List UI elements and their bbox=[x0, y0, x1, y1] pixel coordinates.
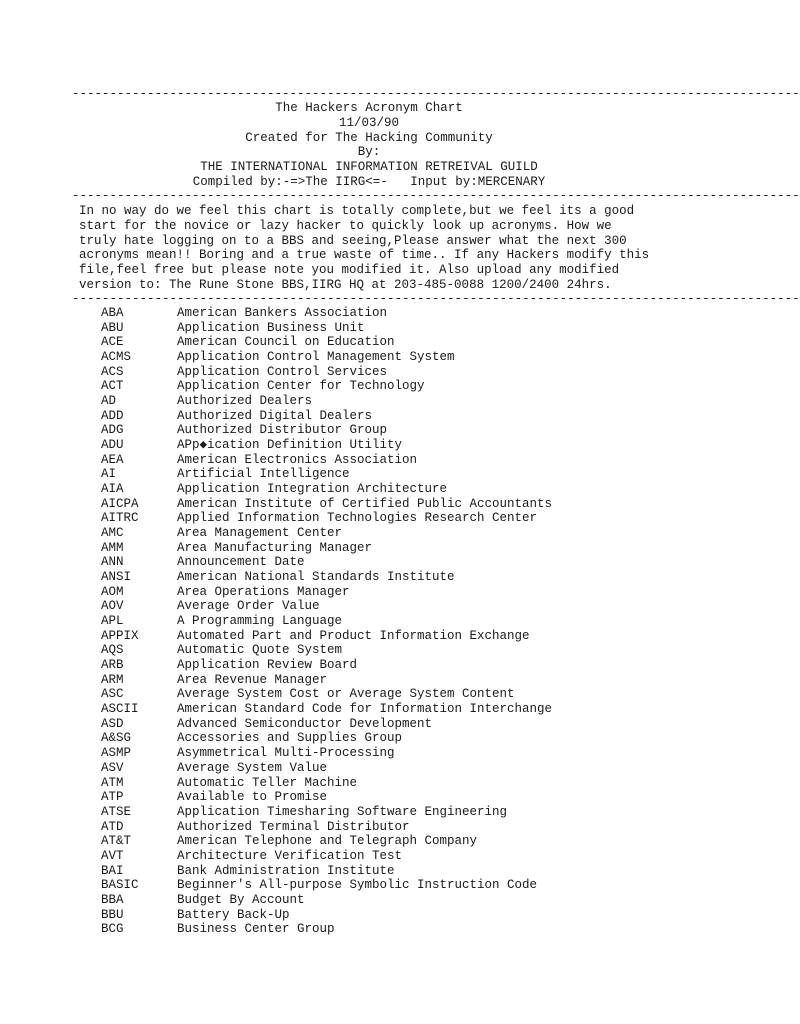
intro-paragraph bbox=[79, 204, 669, 293]
acronym-row bbox=[101, 321, 701, 336]
intro-line: truly hate logging on to a BBS and seeing,Please answer what the next 300 bbox=[79, 233, 627, 248]
acronym-row bbox=[101, 335, 701, 350]
acronym-row bbox=[101, 438, 701, 453]
acronym-definition: Asymmetrical Multi-Processing bbox=[177, 746, 395, 761]
acronym-row bbox=[101, 746, 701, 761]
acronym-abbreviation: AICPA bbox=[101, 496, 139, 511]
acronym-row bbox=[101, 776, 701, 791]
acronym-row bbox=[101, 394, 701, 409]
acronym-definition: Average System Cost or Average System Content bbox=[177, 687, 515, 702]
acronym-abbreviation: BASIC bbox=[101, 878, 139, 893]
acronym-row bbox=[101, 820, 701, 835]
acronym-row bbox=[101, 511, 701, 526]
acronym-abbreviation: AMC bbox=[101, 526, 124, 541]
acronym-abbreviation: ABU bbox=[101, 320, 124, 335]
acronym-row bbox=[101, 629, 701, 644]
acronym-definition: Area Manufacturing Manager bbox=[177, 540, 373, 555]
acronym-row bbox=[101, 409, 701, 424]
acronym-definition: Budget By Account bbox=[177, 892, 305, 907]
intro-line: file,feel free but please note you modified it. Also upload any modified bbox=[79, 263, 620, 278]
acronym-list bbox=[101, 306, 701, 937]
intro-line: version to: The Rune Stone BBS,IIRG HQ at 203-485-0088 1200/2400 24hrs. bbox=[79, 277, 612, 292]
divider-middle: ------------------------------------------------------------------------------------------------- bbox=[72, 189, 800, 203]
acronym-row bbox=[101, 585, 701, 600]
acronym-definition: A Programming Language bbox=[177, 614, 343, 629]
acronym-abbreviation: APPIX bbox=[101, 628, 139, 643]
acronym-abbreviation: AQS bbox=[101, 643, 124, 658]
acronym-abbreviation: AEA bbox=[101, 452, 124, 467]
acronym-abbreviation: AITRC bbox=[101, 511, 139, 526]
acronym-abbreviation: ADG bbox=[101, 423, 124, 438]
acronym-abbreviation: ACE bbox=[101, 335, 124, 350]
acronym-row bbox=[101, 761, 701, 776]
acronym-abbreviation: ANSI bbox=[101, 570, 132, 585]
acronym-row bbox=[101, 526, 701, 541]
intro-line: In no way do we feel this chart is totally complete,but we feel its a good bbox=[79, 204, 635, 218]
acronym-abbreviation: AOM bbox=[101, 584, 124, 599]
acronym-definition: Authorized Distributor Group bbox=[177, 423, 388, 438]
acronym-row bbox=[101, 453, 701, 468]
acronym-row bbox=[101, 687, 701, 702]
acronym-definition: Average Order Value bbox=[177, 599, 320, 614]
acronym-row bbox=[101, 790, 701, 805]
acronym-definition: Advanced Semiconductor Development bbox=[177, 716, 433, 731]
acronym-row bbox=[101, 864, 701, 879]
acronym-abbreviation: A&SG bbox=[101, 731, 132, 746]
acronym-abbreviation: ASD bbox=[101, 716, 124, 731]
acronym-definition: Architecture Verification Test bbox=[177, 848, 403, 863]
header-author: THE INTERNATIONAL INFORMATION RETREIVAL GUILD bbox=[200, 160, 538, 175]
acronym-definition: Business Center Group bbox=[177, 922, 335, 937]
acronym-abbreviation: BBA bbox=[101, 892, 124, 907]
acronym-definition: Application Review Board bbox=[177, 658, 358, 673]
acronym-definition: Average System Value bbox=[177, 760, 328, 775]
acronym-definition: Application Center for Technology bbox=[177, 379, 425, 394]
acronym-row bbox=[101, 805, 701, 820]
acronym-definition: Application Business Unit bbox=[177, 320, 365, 335]
divider-top: ------------------------------------------------------------------------------------------------- bbox=[72, 87, 800, 101]
acronym-abbreviation: ASC bbox=[101, 687, 124, 702]
acronym-row bbox=[101, 423, 701, 438]
acronym-row bbox=[101, 849, 701, 864]
acronym-abbreviation: ASCII bbox=[101, 702, 139, 717]
acronym-row bbox=[101, 497, 701, 512]
acronym-abbreviation: ACMS bbox=[101, 350, 132, 365]
acronym-row bbox=[101, 643, 701, 658]
acronym-abbreviation: ACS bbox=[101, 364, 124, 379]
acronym-abbreviation: ATD bbox=[101, 819, 124, 834]
acronym-definition: Application Integration Architecture bbox=[177, 482, 448, 497]
acronym-definition: Battery Back-Up bbox=[177, 907, 290, 922]
acronym-abbreviation: ARB bbox=[101, 658, 124, 673]
acronym-abbreviation: ABA bbox=[101, 306, 124, 320]
acronym-abbreviation: ASMP bbox=[101, 746, 132, 761]
acronym-abbreviation: ATSE bbox=[101, 804, 132, 819]
acronym-abbreviation: ATP bbox=[101, 790, 124, 805]
acronym-definition: American National Standards Institute bbox=[177, 570, 455, 585]
acronym-definition: Beginner's All-purpose Symbolic Instruction Code bbox=[177, 878, 538, 893]
acronym-definition: Available to Promise bbox=[177, 790, 328, 805]
document-header bbox=[72, 101, 666, 190]
acronym-abbreviation: ASV bbox=[101, 760, 124, 775]
acronym-row bbox=[101, 614, 701, 629]
header-credits: Compiled by:-=>The IIRG<=- Input by:MERCENARY bbox=[192, 174, 546, 189]
acronym-definition: American Telephone and Telegraph Company bbox=[177, 834, 478, 849]
acronym-abbreviation: BCG bbox=[101, 922, 124, 937]
acronym-row bbox=[101, 893, 701, 908]
divider-bottom: ------------------------------------------------------------------------------------------------- bbox=[72, 292, 800, 306]
acronym-abbreviation: ADU bbox=[101, 438, 124, 453]
intro-line: start for the novice or lazy hacker to quickly look up acronyms. How we bbox=[79, 218, 612, 233]
acronym-abbreviation: AT&T bbox=[101, 834, 132, 849]
acronym-definition: Authorized Terminal Distributor bbox=[177, 819, 410, 834]
acronym-row bbox=[101, 599, 701, 614]
acronym-row bbox=[101, 673, 701, 688]
acronym-definition: Bank Administration Institute bbox=[177, 863, 395, 878]
acronym-definition: Area Revenue Manager bbox=[177, 672, 328, 687]
acronym-definition: Application Timesharing Software Engineering bbox=[177, 804, 508, 819]
acronym-abbreviation: AD bbox=[101, 394, 117, 409]
acronym-abbreviation: AVT bbox=[101, 848, 124, 863]
acronym-abbreviation: ARM bbox=[101, 672, 124, 687]
acronym-abbreviation: ADD bbox=[101, 408, 124, 423]
acronym-row bbox=[101, 541, 701, 556]
acronym-definition: American Standard Code for Information Interchange bbox=[177, 702, 553, 717]
acronym-row bbox=[101, 482, 701, 497]
acronym-definition: Automatic Teller Machine bbox=[177, 775, 358, 790]
acronym-row bbox=[101, 306, 701, 321]
acronym-definition: Applied Information Technologies Research Center bbox=[177, 511, 538, 526]
acronym-definition: Accessories and Supplies Group bbox=[177, 731, 403, 746]
acronym-definition: American Bankers Association bbox=[177, 306, 388, 320]
acronym-definition: Artificial Intelligence bbox=[177, 467, 350, 482]
header-dedication: Created for The Hacking Community bbox=[245, 130, 493, 145]
acronym-row bbox=[101, 555, 701, 570]
header-by: By: bbox=[357, 145, 381, 160]
acronym-definition: Authorized Dealers bbox=[177, 394, 313, 409]
acronym-definition: Area Management Center bbox=[177, 526, 343, 541]
acronym-definition: Area Operations Manager bbox=[177, 584, 350, 599]
acronym-row bbox=[101, 467, 701, 482]
acronym-row bbox=[101, 717, 701, 732]
intro-line: acronyms mean!! Boring and a true waste of time.. If any Hackers modify this bbox=[79, 248, 650, 263]
acronym-abbreviation: AMM bbox=[101, 540, 124, 555]
acronym-definition: Automatic Quote System bbox=[177, 643, 343, 658]
document-date: 11/03/90 bbox=[338, 115, 399, 130]
acronym-definition: Announcement Date bbox=[177, 555, 305, 570]
acronym-row bbox=[101, 702, 701, 717]
acronym-definition: American Electronics Association bbox=[177, 452, 418, 467]
acronym-definition: American Council on Education bbox=[177, 335, 395, 350]
acronym-abbreviation: ACT bbox=[101, 379, 124, 394]
acronym-abbreviation: BAI bbox=[101, 863, 124, 878]
acronym-abbreviation: APL bbox=[101, 614, 124, 629]
acronym-row bbox=[101, 908, 701, 923]
acronym-row bbox=[101, 922, 701, 937]
acronym-abbreviation: ANN bbox=[101, 555, 124, 570]
acronym-definition: Automated Part and Product Information Exchange bbox=[177, 628, 530, 643]
acronym-row bbox=[101, 731, 701, 746]
acronym-row bbox=[101, 878, 701, 893]
acronym-row bbox=[101, 834, 701, 849]
acronym-abbreviation: AIA bbox=[101, 482, 124, 497]
acronym-row bbox=[101, 365, 701, 380]
document-title: The Hackers Acronym Chart bbox=[275, 101, 463, 115]
acronym-abbreviation: BBU bbox=[101, 907, 124, 922]
acronym-row bbox=[101, 658, 701, 673]
acronym-abbreviation: AOV bbox=[101, 599, 124, 614]
acronym-definition: Application Control Management System bbox=[177, 350, 455, 365]
acronym-definition: Application Control Services bbox=[177, 364, 388, 379]
acronym-row bbox=[101, 570, 701, 585]
acronym-definition: APp◆ication Definition Utility bbox=[177, 438, 403, 453]
acronym-definition: American Institute of Certified Public Accountants bbox=[177, 496, 553, 511]
acronym-row bbox=[101, 350, 701, 365]
acronym-row bbox=[101, 379, 701, 394]
acronym-abbreviation: AI bbox=[101, 467, 117, 482]
acronym-abbreviation: ATM bbox=[101, 775, 124, 790]
acronym-definition: Authorized Digital Dealers bbox=[177, 408, 373, 423]
